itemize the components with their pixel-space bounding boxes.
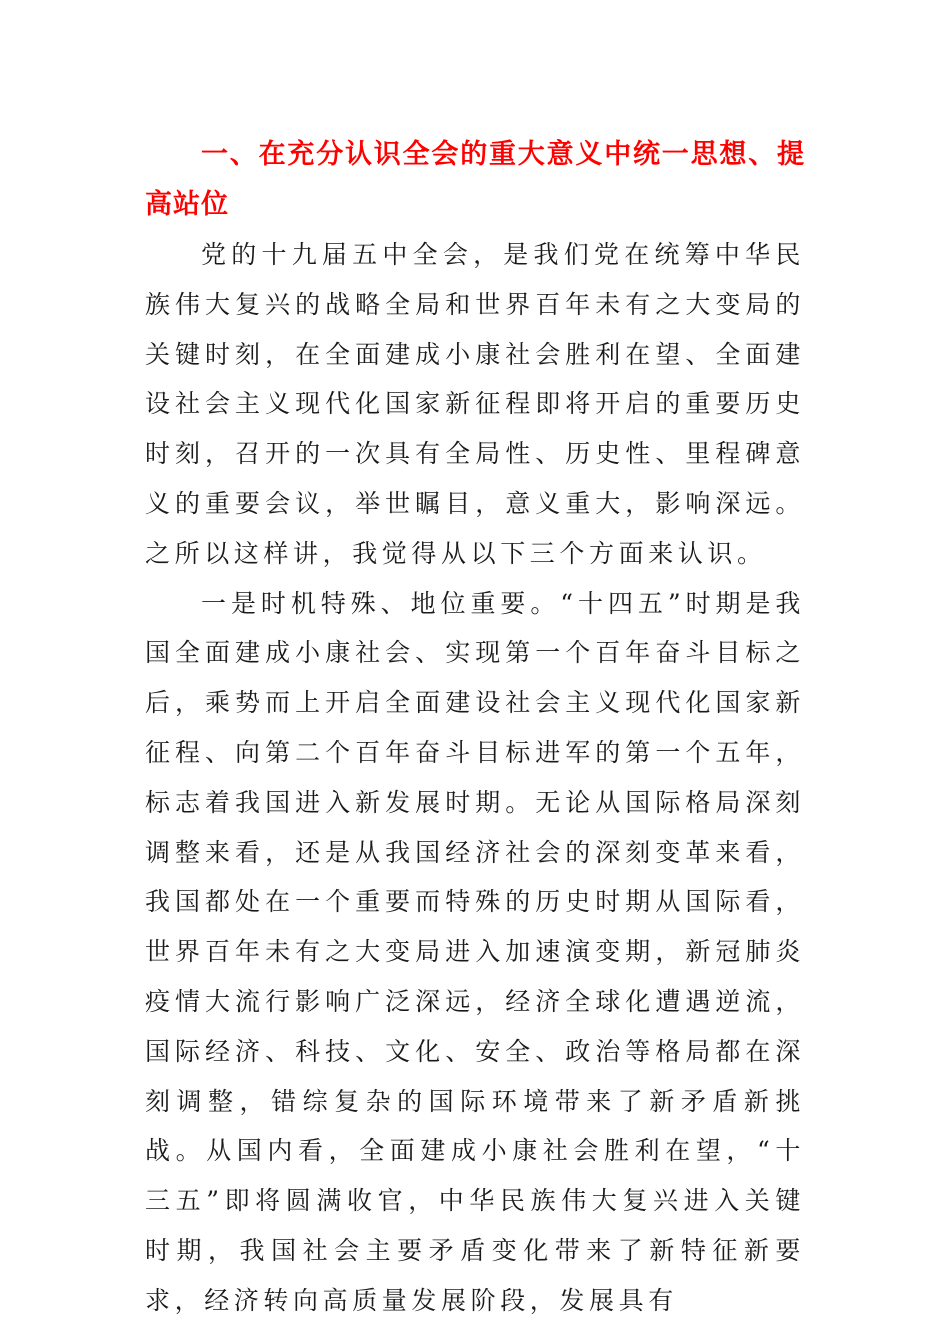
paragraph-2: 一是时机特殊、地位重要。“十四五”时期是我国全面建成小康社会、实现第一个百年奋斗目标之后，乘势而上开启全面建设社会主义现代化国家新征程、向第二个百年奋斗目标进军的第一个五年，标志着我国进入新发展时期。无论从国际格局深刻调整来看，还是从我国经济社会的深刻变革来看，我国都处在一个重要而特殊的历史时期从国际看，世界百年未有之大变局进入加速演变期，新冠肺炎疫情大流行影响广泛深远，经济全球化遭遇逆流，国际经济、科技、文化、安全、政治等格局都在深刻调整，错综复杂的国际环境带来了新矛盾新挑战。从国内看，全面建成小康社会胜利在望，“十三五”即将圆满收官，中华民族伟大复兴进入关键时期，我国社会主要矛盾变化带来了新特征新要求，经济转向高质量发展阶段，发展具有 [145, 588, 805, 1315]
document-body [145, 130, 805, 1326]
section-heading: 一、在充分认识全会的重大意义中统一思想、提高站位 [145, 139, 805, 220]
paragraph-1: 党的十九届五中全会，是我们党在统筹中华民族伟大复兴的战略全局和世界百年未有之大变局的关键时刻，在全面建成小康社会胜利在望、全面建设社会主义现代化国家新征程即将开启的重要历史时刻，召开的一次具有全局性、历史性、里程碑意义的重要会议，举世瞩目，意义重大，影响深远。之所以这样讲，我觉得从以下三个方面来认识。 [145, 240, 805, 568]
